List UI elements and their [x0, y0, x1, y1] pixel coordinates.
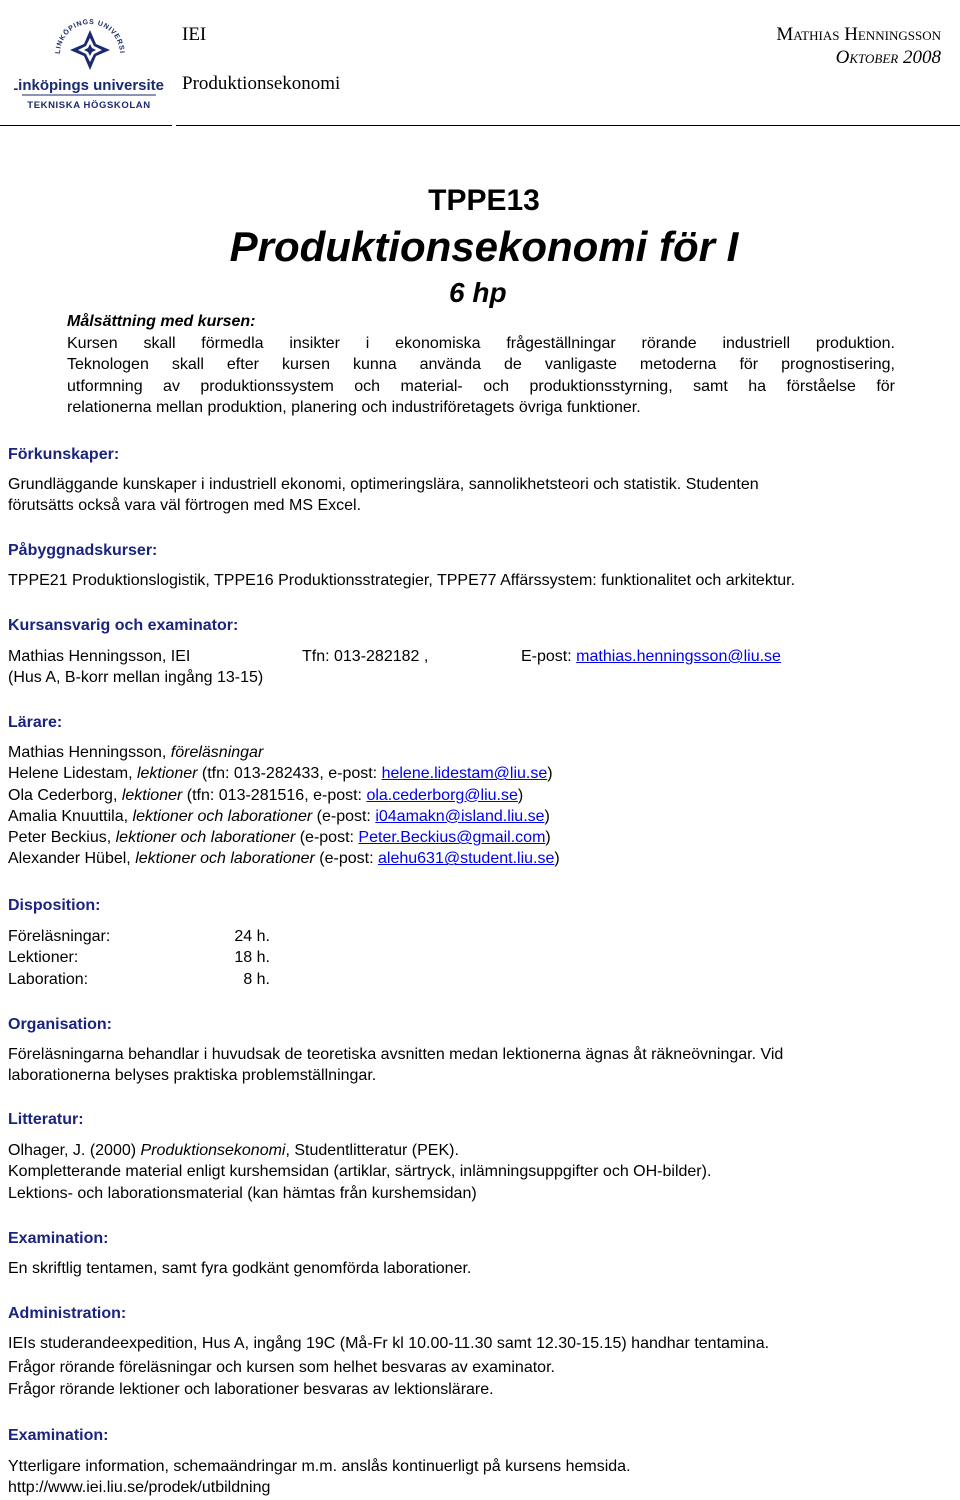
forkunskaper-line: förutsätts också vara väl förtrogen med MS Excel.: [8, 497, 362, 515]
larare-name: Mathias Henningsson,: [8, 744, 171, 761]
examination-heading: Examination:: [8, 1230, 109, 1247]
kursansvarig-name: Mathias Henningsson, IEI: [8, 648, 191, 665]
litteratur-author: Olhager, J. (2000): [8, 1142, 141, 1159]
disposition-row: [8, 947, 270, 968]
course-credits: 6 hp: [449, 277, 507, 308]
header-rule-left: [0, 125, 172, 126]
university-logo: [14, 4, 164, 116]
larare-detail-close: ): [545, 829, 551, 847]
disposition-label: Lektioner:: [8, 949, 79, 967]
disposition-value: 18 h.: [234, 949, 270, 967]
litteratur-book-title: Produktionsekonomi: [140, 1142, 286, 1159]
disposition-row: [8, 926, 270, 947]
larare-name: Alexander Hübel,: [8, 850, 136, 868]
forkunskaper-body: [8, 474, 759, 517]
course-code: TPPE13: [428, 184, 540, 217]
litteratur-line: Lektions- och laborationsmaterial (kan hämtas från kurshemsidan): [8, 1184, 477, 1202]
larare-role: lektioner: [136, 765, 198, 783]
disposition-label: Föreläsningar:: [8, 928, 111, 945]
forkunskaper-line: Grundläggande kunskaper i industriell ekonomi, optimeringslära, sannolikhetsteori och statistik. Studenten: [8, 476, 759, 493]
larare-role: lektioner: [121, 786, 183, 804]
litteratur-line: [8, 1140, 711, 1161]
larare-role: lektioner och laborationer: [135, 850, 315, 868]
disposition-label: Laboration:: [8, 970, 89, 988]
disposition-heading: Disposition:: [8, 897, 101, 914]
kursansvarig-email-row: [521, 646, 781, 667]
larare-item: [8, 742, 560, 763]
svg-text:LINKÖPINGS UNIVERSITET: [14, 4, 125, 54]
larare-name: Helene Lidestam,: [8, 765, 137, 783]
organisation-line: Föreläsningarna behandlar i huvudsak de teoretiska avsnitten medan lektionerna ägnas åt räkneövningar. Vid: [8, 1046, 784, 1063]
administration-line: Frågor rörande föreläsningar och kursen som helhet besvaras av examinator.: [8, 1359, 555, 1377]
larare-detail: (e-post:: [295, 829, 359, 847]
larare-email-link[interactable]: alehu631@student.liu.se: [378, 850, 555, 868]
administration-heading: Administration:: [8, 1305, 127, 1322]
logo-emblem-icon: [14, 4, 164, 116]
larare-item: [8, 763, 560, 784]
organisation-heading: Organisation:: [8, 1016, 113, 1033]
larare-detail-close: ): [517, 786, 524, 804]
administration-line: Frågor rörande lektioner och laborationer besvaras av lektionslärare.: [8, 1380, 494, 1398]
malsattning-line: Teknologen skall efter kursen kunna använda de vanligaste metoderna för prognostisering,: [67, 356, 895, 374]
administration-body: [8, 1333, 769, 1400]
larare-name: Ola Cederborg,: [8, 786, 122, 804]
forkunskaper-heading: Förkunskaper:: [8, 446, 120, 463]
examination-text: En skriftlig tentamen, samt fyra godkänt genomförda laborationer.: [8, 1260, 472, 1277]
larare-role: lektioner och laborationer: [115, 829, 296, 847]
malsattning-body: [67, 333, 895, 418]
malsattning-line: Kursen skall förmedla insikter i ekonomiska frågeställningar rörande industriell produktion.: [67, 335, 895, 352]
larare-item: [8, 806, 560, 827]
malsattning-heading: Målsättning med kursen:: [67, 313, 256, 330]
logo-subname: TEKNISKA HÖGSKOLAN: [27, 100, 151, 111]
kursansvarig-email-label: E-post:: [521, 648, 577, 665]
larare-detail-close: ): [554, 850, 560, 868]
examination-info-body: [8, 1456, 631, 1499]
larare-role: föreläsningar: [170, 744, 264, 761]
larare-email-link[interactable]: ola.cederborg@liu.se: [366, 786, 518, 804]
litteratur-body: [8, 1140, 711, 1204]
header: [0, 0, 960, 126]
organisation-line: laborationerna belyses praktiska problemställningar.: [8, 1067, 377, 1085]
larare-item: [8, 785, 560, 806]
larare-detail: (e-post:: [312, 807, 376, 825]
larare-detail: (tfn: 013-282433, e-post:: [197, 765, 382, 783]
larare-name: Amalia Knuuttila,: [8, 807, 133, 825]
larare-list: [8, 742, 560, 870]
header-author: Mathias Henningsson: [776, 24, 941, 45]
larare-email-link[interactable]: Peter.Beckius@gmail.com: [358, 829, 546, 847]
larare-detail-close: ): [544, 807, 550, 825]
larare-detail: (tfn: 013-281516, e-post:: [182, 786, 367, 804]
course-homepage-link[interactable]: http://www.iei.liu.se/prodek/utbildning: [8, 1479, 271, 1497]
larare-role: lektioner och laborationer: [132, 807, 313, 825]
larare-email-link[interactable]: i04amakn@island.liu.se: [375, 807, 545, 825]
larare-detail: (e-post:: [314, 850, 378, 868]
larare-name: Peter Beckius,: [8, 829, 116, 847]
header-rule: [176, 125, 960, 126]
kursansvarig-location: (Hus A, B-korr mellan ingång 13-15): [8, 669, 264, 686]
malsattning-line: relationerna mellan produktion, planering och industriföretagets övriga funktioner.: [67, 398, 641, 416]
examination-info-line: Ytterligare information, schemaändringar m.m. anslås kontinuerligt på kursens hemsida.: [8, 1458, 631, 1475]
logo-arc-text: LINKÖPINGS UNIVERSI: [54, 18, 126, 55]
disposition-value: 24 h.: [234, 928, 270, 945]
organisation-body: [8, 1044, 783, 1087]
larare-item: [8, 827, 560, 848]
kursansvarig-email-link[interactable]: mathias.henningsson@liu.se: [576, 648, 781, 665]
header-date: Oktober 2008: [835, 47, 941, 68]
kursansvarig-heading: Kursansvarig och examinator:: [8, 617, 239, 634]
larare-email-link[interactable]: helene.lidestam@liu.se: [381, 765, 548, 783]
larare-detail-close: ): [547, 765, 553, 783]
examination-info-heading: Examination:: [8, 1427, 109, 1444]
pabyggnad-text: TPPE21 Produktionslogistik, TPPE16 Produktionsstrategier, TPPE77 Affärssystem: funktionalitet och arkitektur.: [8, 572, 796, 589]
larare-item: [8, 848, 560, 869]
litteratur-line: Kompletterande material enligt kurshemsidan (artiklar, särtryck, inlämningsuppgifter och OH-bilder).: [8, 1163, 712, 1181]
course-title: Produktionsekonomi för I: [229, 223, 739, 270]
disposition-table: [8, 926, 270, 990]
disposition-row: [8, 969, 270, 990]
header-course-name: Produktionsekonomi: [182, 73, 341, 94]
logo-name: Linköpings universitet: [14, 77, 164, 94]
header-dept: IEI: [182, 24, 207, 45]
litteratur-heading: Litteratur:: [8, 1111, 84, 1128]
pabyggnad-heading: Påbyggnadskurser:: [8, 542, 158, 559]
disposition-value: 8 h.: [243, 970, 270, 988]
kursansvarig-phone: Tfn: 013-282182 ,: [302, 648, 429, 665]
administration-line: IEIs studerandeexpedition, Hus A, ingång 19C (Må-Fr kl 10.00-11.30 samt 12.30-15.15) handhar tentamina.: [8, 1335, 770, 1352]
litteratur-publisher: , Studentlitteratur (PEK).: [285, 1142, 459, 1159]
malsattning-line: utformning av produktionssystem och material- och produktionsstyrning, samt ha förståelse för: [67, 377, 895, 395]
larare-heading: Lärare:: [8, 714, 63, 731]
